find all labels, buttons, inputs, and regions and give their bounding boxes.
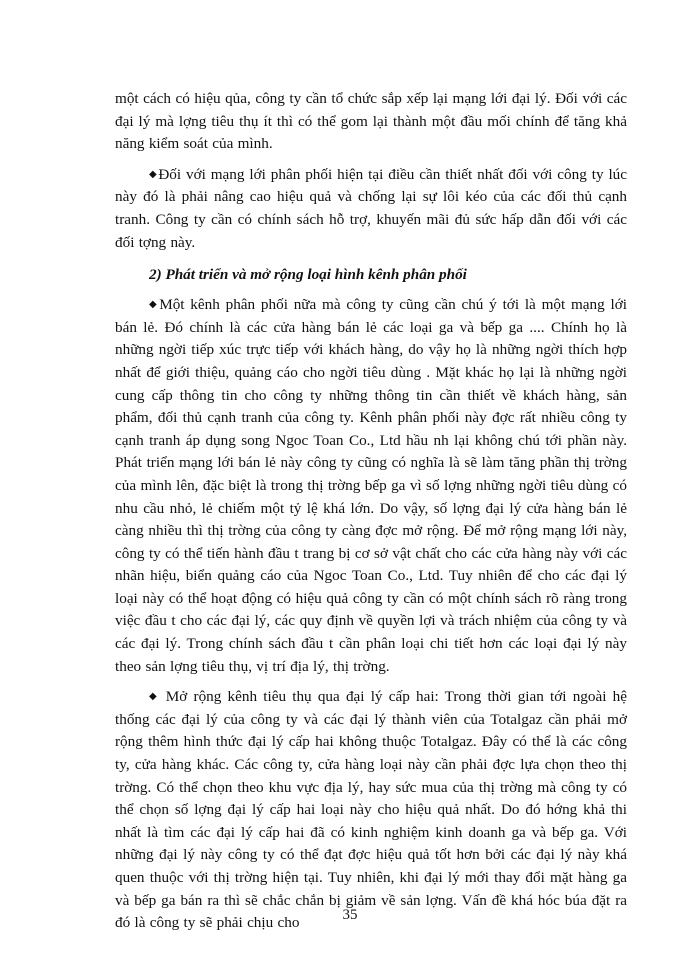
paragraph-text: một cách có hiệu qủa, công ty cần tổ chức sắp xếp lại mạng lới đại lý. Đối với các đại lý mà lợng tiêu thụ ít thì có thể gom lại thành một đầu mối chính để tăng khả năng kiểm soát của mình. [115,90,627,153]
document-page [115,88,627,935]
diamond-bullet-icon: ◆ [149,299,159,311]
paragraph-continuation [115,88,627,156]
page-number: 35 [342,907,358,923]
paragraph-text: Một kênh phân phối nữa mà công ty cũng cần chú ý tới là một mạng lới bán lẻ. Đó chính là các cửa hàng bán lẻ các loại ga và bếp ga .... Chính họ là những ngời tiếp xúc trực tiếp với khách hàng, do vậy họ là những ngời thích hợp nhất để giới thiệu, quảng cáo cho ngời tiêu dùng . Mặt khác họ lại là những ngời cung cấp thông tin cho công ty những thông tin cần thiết về khách hàng, sản phẩm, đối thủ cạnh tranh của công ty. Kênh phân phối này đợc rất nhiều công ty cạnh tranh áp dụng song Ngoc Toan Co., Ltd hầu nh lại không chú tới phần này. Phát triển mạng lới bán lẻ này công ty cũng có nghĩa là sẽ làm tăng phần thị trờng của mình lên, đặc biệt là trong thị trờng bếp ga vì số lợng những ngời tiêu dùng có nhu cầu nhỏ, lẻ chiếm một tỷ lệ khá lớn. Do vậy, số lợng đại lý cửa hàng bán lẻ càng nhiều thì thị trờng của công ty càng đợc mở rộng. Để mở rộng mạng lới này, công ty có thể tiến hành đầu t trang bị cơ sở vật chất cho các cửa hàng này với các nhãn hiệu, biển quảng cáo của Ngoc Toan Co., Ltd. Tuy nhiên để cho các đại lý loại này có thể hoạt động có hiệu quả công ty cần có một chính sách rõ ràng trong việc đầu t cho các đại lý, các quy định về quyền lợi và trách nhiệm của công ty và các đại lý. Trong chính sách đầu t cần phân loại chi tiết hơn các loại đại lý này theo sản lợng tiêu thụ, vị trí địa lý, thị trờng. [115,296,627,675]
section-heading: 2) Phát triển và mở rộng loại hình kênh phân phối [149,266,467,284]
diamond-bullet-icon: ◆ [149,691,159,703]
paragraph-text: Đối với mạng lới phân phối hiện tại điều cần thiết nhất đối với công ty lúc này đó là phải nâng cao hiệu quả và chống lại sự lôi kéo của các đối thủ cạnh tranh. Công ty cần có chính sách hỗ trợ, khuyến mãi đủ sức hấp dẫn đối với các đối tợng này. [115,165,627,251]
paragraph-distribution-network [115,164,627,254]
paragraph-retail-network [115,294,627,678]
paragraph-text: Mở rộng kênh tiêu thụ qua đại lý cấp hai: Trong thời gian tới ngoài hệ thống các đại lý của công ty và các đại lý thành viên của Totalgaz cần phải mở rộng thêm hình thức đại lý cấp hai không thuộc Totalgaz. Đây có thể là các công ty, cửa hàng khác. Các công ty, cửa hàng loại này cần phải đợc lựa chọn theo thị trờng. Có thể chọn theo khu vực địa lý, hay sức mua của thị trờng mà công ty có thể chọn số lợng đại lý cấp hai loại này cho hiệu quả nhất. Do đó hớng khả thi nhất là tìm các đại lý cấp hai đã có kinh nghiệm kinh doanh ga và bếp ga. Với những đại lý này công ty có thể đạt đợc hiệu quả tốt hơn bởi các đại lý này khá quen thuộc với thị trờng hiện tại. Tuy nhiên, khi đại lý mới thay đổi mặt hàng ga và bếp ga bán ra thì sẽ chắc chắn bị giảm về sản lợng. Vấn đề khá hóc búa đặt ra đó là công ty sẽ phải chịu cho [115,688,627,932]
diamond-bullet-icon: ◆ [149,168,158,180]
paragraph-secondary-agents [115,686,627,935]
